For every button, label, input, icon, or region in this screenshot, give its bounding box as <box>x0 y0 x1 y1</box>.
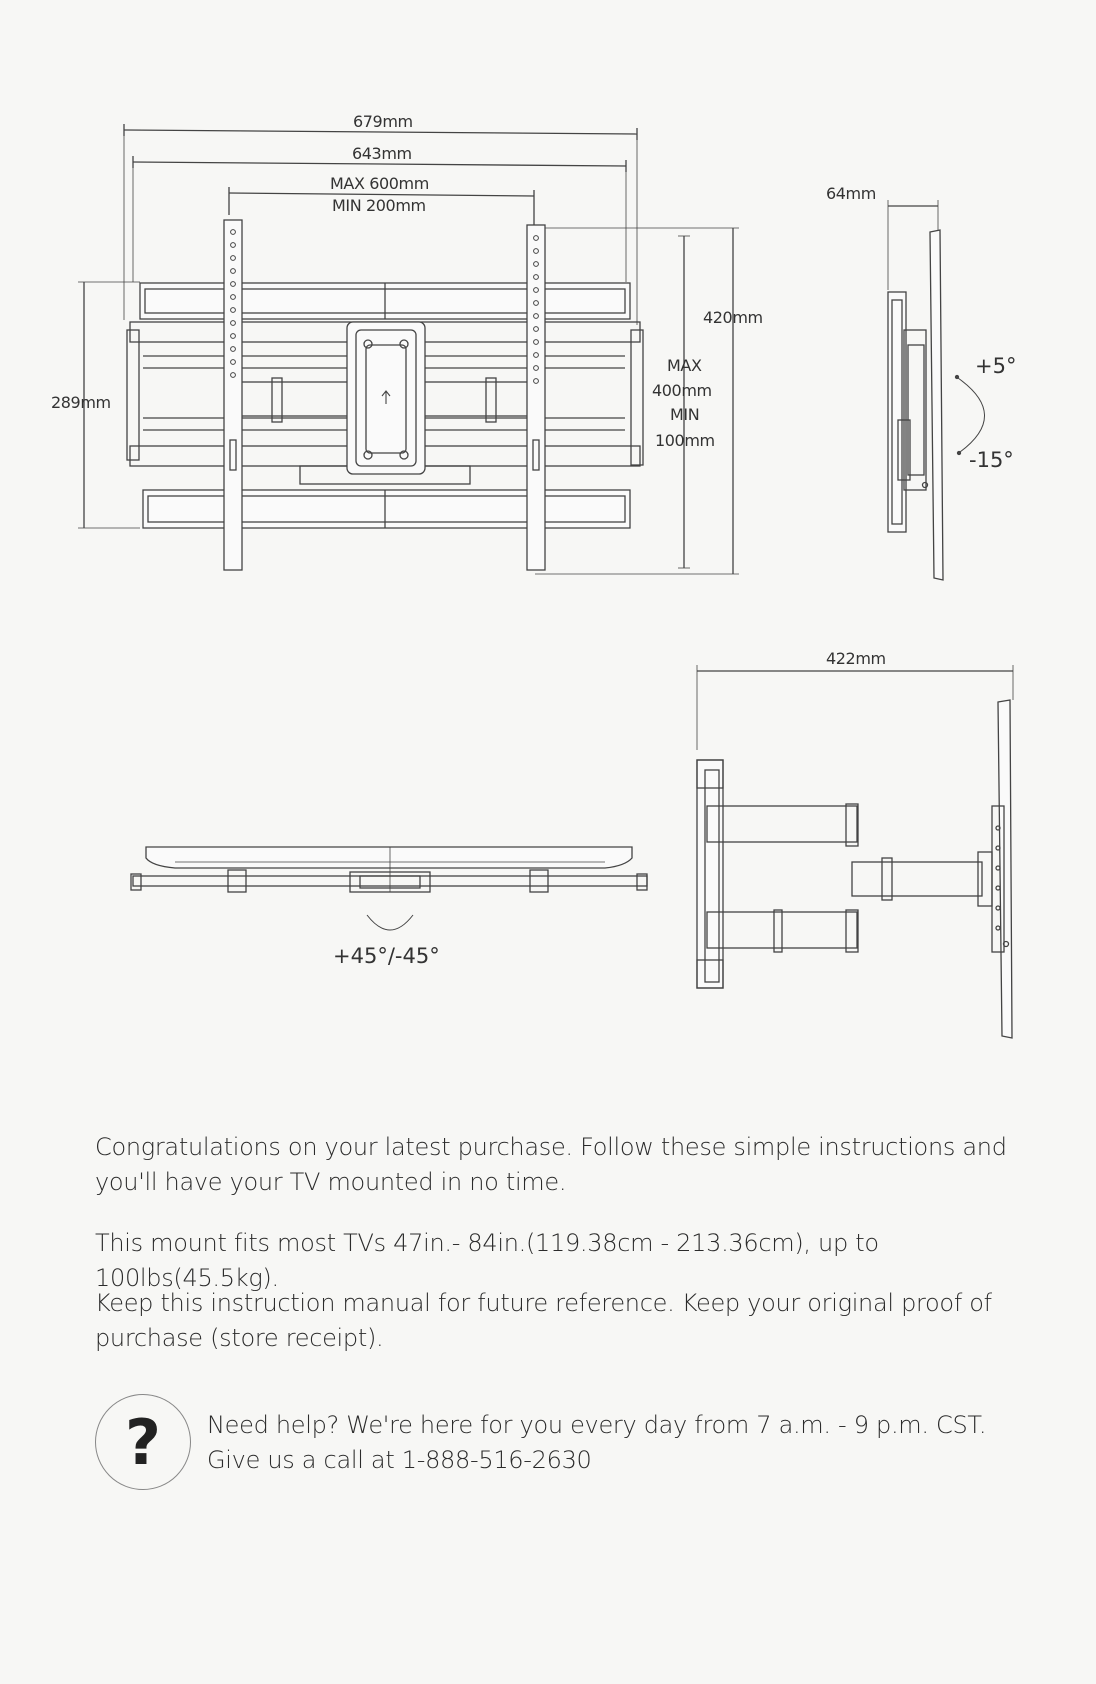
dim-100-label: 100mm <box>655 431 715 450</box>
dim-643-label: 643mm <box>352 144 412 163</box>
dim-max600-label: MAX 600mm <box>330 174 429 193</box>
side-view-labels <box>826 184 1016 472</box>
intro-paragraph: Congratulations on your latest purchase. Follow these simple instructions and you'll have your TV mounted in no time. <box>95 1133 1007 1196</box>
dim-64-label: 64mm <box>826 184 876 203</box>
dim-vmin-label: MIN <box>670 405 700 424</box>
dim-422-label: 422mm <box>826 649 886 668</box>
swivel-label: +45°/-45° <box>333 944 440 968</box>
help-hours-line: Need help? We're here for you every day from 7 a.m. - 9 p.m. CST. <box>207 1411 987 1439</box>
tilt-up-label: +5° <box>975 354 1017 378</box>
top-view-drawing <box>131 847 647 930</box>
tilt-down-label: -15° <box>969 448 1014 472</box>
dim-420-label: 420mm <box>703 308 763 327</box>
dim-679-label: 679mm <box>353 112 413 131</box>
help-text <box>207 1408 1027 1478</box>
help-question-icon: ? <box>95 1394 191 1490</box>
top-view-labels <box>333 944 440 968</box>
extended-view-drawing <box>697 665 1013 1038</box>
fit-paragraph: This mount fits most TVs 47in.- 84in.(119.38cm - 213.36cm), up to 100lbs(45.5kg). <box>95 1229 879 1292</box>
extended-view-labels <box>826 649 886 668</box>
keep-manual-paragraph: Keep this instruction manual for future reference. Keep your original proof of purchase (store receipt). <box>95 1289 992 1352</box>
dim-min200-label: MIN 200mm <box>332 196 426 215</box>
dim-vmax-label: MAX <box>667 356 702 375</box>
dim-400-label: 400mm <box>652 381 712 400</box>
help-phone-line: Give us a call at 1-888-516-2630 <box>207 1446 592 1474</box>
side-view-drawing <box>888 200 985 580</box>
dim-289-label: 289mm <box>51 393 111 412</box>
